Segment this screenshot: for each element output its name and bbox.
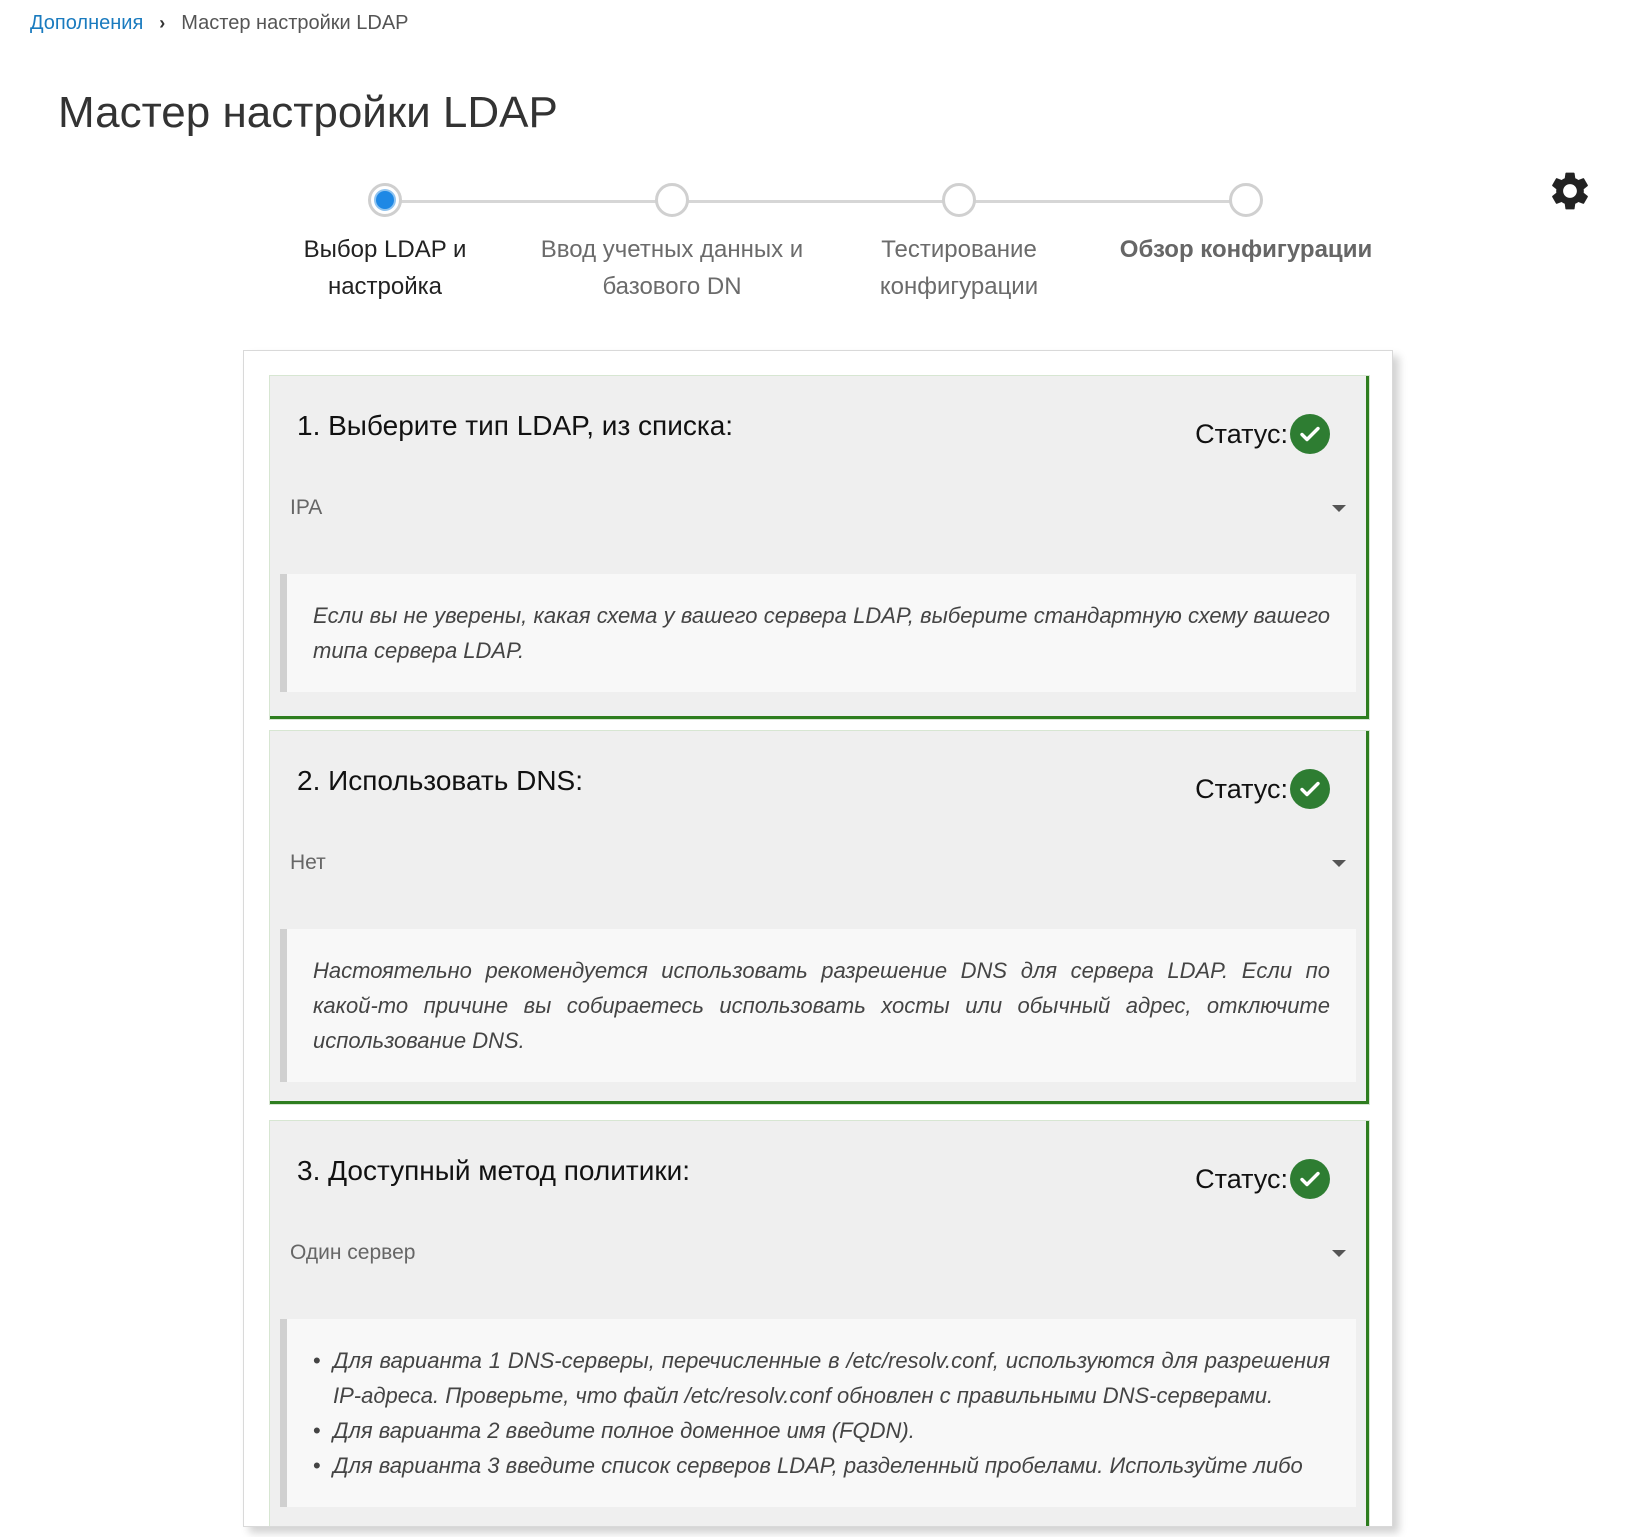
info-note: Настоятельно рекомендуется использовать разрешение DNS для сервера LDAP. Если по какой-то причине вы собираетесь использовать хосты или обычный адрес, отключите использование DNS. bbox=[280, 929, 1356, 1082]
page-title: Мастер настройки LDAP bbox=[58, 88, 558, 137]
check-circle-icon bbox=[1290, 414, 1330, 454]
wizard-panel bbox=[243, 350, 1393, 1527]
select-value: IPA bbox=[290, 496, 323, 519]
breadcrumb bbox=[30, 12, 409, 35]
wizard-stepper bbox=[290, 180, 1450, 320]
list-item: • Для варианта 1 DNS-серверы, перечисленные в /etc/resolv.conf, используются для разрешения IP-адреса. Проверьте, что файл /etc/resolv.conf обновлен с правильными DNS-серверами. bbox=[313, 1343, 1330, 1413]
caret-down-icon bbox=[1332, 1250, 1346, 1257]
select-value: Нет bbox=[290, 851, 326, 874]
status-label: Статус: bbox=[1195, 1163, 1288, 1194]
status-badge bbox=[1195, 1159, 1330, 1199]
select-value: Один сервер bbox=[290, 1241, 416, 1264]
use-dns-select[interactable] bbox=[290, 843, 1346, 883]
step-label: Тестирование конфигурации bbox=[879, 236, 1039, 300]
ldap-type-select[interactable] bbox=[290, 488, 1346, 528]
step-label: Ввод учетных данных и базового DN bbox=[540, 236, 804, 300]
section-policy-method bbox=[270, 1121, 1369, 1527]
step-indicator bbox=[1229, 183, 1263, 217]
section-title: 1. Выберите тип LDAP, из списка: bbox=[297, 410, 734, 441]
step-indicator bbox=[942, 183, 976, 217]
list-item: • Для варианта 2 введите полное доменное имя (FQDN). bbox=[313, 1413, 1330, 1448]
gear-icon[interactable] bbox=[1547, 168, 1593, 214]
note-list bbox=[313, 1343, 1330, 1483]
step-select-ldap[interactable] bbox=[240, 180, 530, 305]
info-note bbox=[280, 1319, 1356, 1507]
section-title: 2. Использовать DNS: bbox=[297, 765, 584, 796]
policy-method-select[interactable] bbox=[290, 1233, 1346, 1273]
section-ldap-type bbox=[270, 376, 1369, 719]
chevron-right-icon: › bbox=[159, 13, 166, 33]
step-indicator bbox=[655, 183, 689, 217]
step-review[interactable] bbox=[1101, 180, 1391, 268]
breadcrumb-link-addons[interactable]: Дополнения bbox=[30, 12, 144, 34]
check-circle-icon bbox=[1290, 1159, 1330, 1199]
check-circle-icon bbox=[1290, 769, 1330, 809]
step-label: Выбор LDAP и настройка bbox=[303, 236, 467, 300]
caret-down-icon bbox=[1332, 860, 1346, 867]
status-label: Статус: bbox=[1195, 418, 1288, 449]
status-badge bbox=[1195, 769, 1330, 809]
section-title: 3. Доступный метод политики: bbox=[297, 1155, 690, 1186]
step-testing[interactable] bbox=[814, 180, 1104, 305]
caret-down-icon bbox=[1332, 505, 1346, 512]
step-credentials[interactable] bbox=[527, 180, 817, 305]
step-active-indicator bbox=[368, 183, 402, 217]
status-badge bbox=[1195, 414, 1330, 454]
list-item: • Для варианта 3 введите список серверов LDAP, разделенный пробелами. Используйте либо bbox=[313, 1448, 1330, 1483]
info-note: Если вы не уверены, какая схема у вашего сервера LDAP, выберите стандартную схему вашего типа сервера LDAP. bbox=[280, 574, 1356, 692]
status-label: Статус: bbox=[1195, 773, 1288, 804]
step-label: Обзор конфигурации bbox=[1119, 236, 1373, 263]
section-use-dns bbox=[270, 731, 1369, 1104]
breadcrumb-current: Мастер настройки LDAP bbox=[181, 12, 409, 34]
